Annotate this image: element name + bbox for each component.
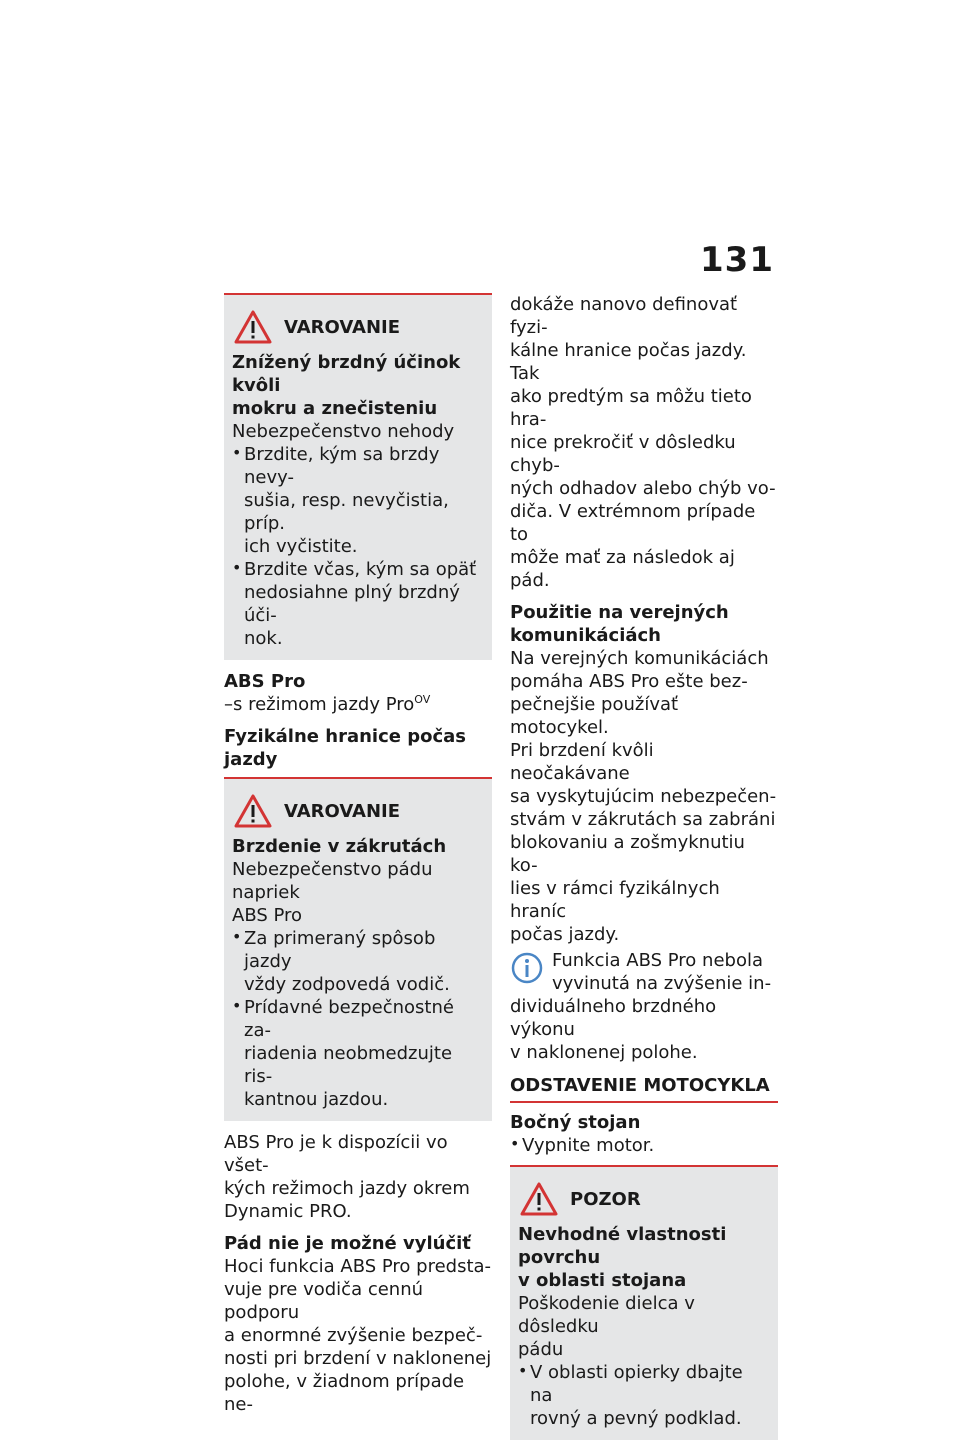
warning-danger: Nebezpečenstvo nehody bbox=[232, 421, 455, 442]
paragraph-line: stvám v zákrutách sa zabráni bbox=[510, 809, 776, 830]
paragraph-line: Na verejných komunikáciách bbox=[510, 648, 769, 669]
info-line: Funkcia ABS Pro nebola bbox=[552, 950, 763, 971]
abs-subtitle: –s režimom jazdy Pro$^{OV}$ bbox=[224, 693, 431, 715]
paragraph-line: polohe, v žiadnom prípade ne- bbox=[224, 1371, 465, 1415]
paragraph-line: ných odhadov alebo chýb vo- bbox=[510, 478, 776, 499]
list-item bbox=[232, 996, 484, 1111]
side-stand-heading: Bočný stojan bbox=[510, 1112, 641, 1133]
paragraph-line: kálne hranice počas jazdy. Tak bbox=[510, 340, 747, 384]
abs-heading: ABS Pro bbox=[224, 671, 306, 692]
step-text: Vypnite motor. bbox=[522, 1135, 655, 1156]
paragraph-line: Dynamic PRO. bbox=[224, 1201, 352, 1222]
abs-superscript: OV bbox=[414, 693, 431, 706]
step-bullet: • bbox=[510, 1134, 520, 1153]
list-item bbox=[232, 927, 484, 996]
fall-heading: Pád nie je možné vylúčiť bbox=[224, 1233, 471, 1254]
warning-box-cornering bbox=[224, 777, 492, 1121]
paragraph-line: Pri brzdení kvôli neočakávane bbox=[510, 740, 654, 784]
list-item bbox=[518, 1361, 770, 1430]
list-item bbox=[232, 558, 484, 650]
bullet-dot: • bbox=[232, 443, 242, 462]
warning-danger-line: Nebezpečenstvo pádu napriek bbox=[232, 859, 433, 903]
warning-triangle-icon bbox=[520, 1182, 558, 1216]
bullet-line: riadenia neobmedzujte ris- bbox=[244, 1043, 453, 1087]
bullet-line: nok. bbox=[244, 628, 283, 649]
bullet-line: vždy zodpovedá vodič. bbox=[244, 974, 450, 995]
info-icon bbox=[510, 951, 544, 985]
warning-label: VAROVANIE bbox=[284, 316, 401, 338]
bullet-line: Prídavné bezpečnostné za- bbox=[244, 997, 454, 1041]
warning-title-line: Znížený brzdný účinok kvôli bbox=[232, 352, 461, 396]
warning-triangle-icon bbox=[234, 310, 272, 344]
section-divider bbox=[510, 1101, 778, 1103]
info-note bbox=[510, 949, 778, 1064]
public-roads-heading: komunikáciách bbox=[510, 625, 661, 646]
paragraph-line: pomáha ABS Pro ešte bez- bbox=[510, 671, 748, 692]
bullet-line: kantnou jazdou. bbox=[244, 1089, 389, 1110]
paragraph-line: blokovaniu a zošmyknutiu ko- bbox=[510, 832, 745, 876]
bullet-line: sušia, resp. nevyčistia, príp. bbox=[244, 490, 449, 534]
bullet-line: Brzdite, kým sa brzdy nevy- bbox=[244, 444, 440, 488]
caution-label: POZOR bbox=[570, 1188, 641, 1210]
bullet-dot: • bbox=[232, 996, 242, 1015]
caution-damage-line: pádu bbox=[518, 1339, 564, 1360]
paragraph-line: sa vyskytujúcim nebezpečen- bbox=[510, 786, 777, 807]
paragraph-line: diča. V extrémnom prípade to bbox=[510, 501, 756, 545]
info-line: v naklonenej polohe. bbox=[510, 1042, 698, 1063]
bullet-line: nedosiahne plný brzdný úči- bbox=[244, 582, 460, 626]
caution-title-line: Nevhodné vlastnosti povrchu bbox=[518, 1224, 727, 1268]
paragraph-line: nice prekročiť v dôsledku chyb- bbox=[510, 432, 736, 476]
right-column bbox=[510, 293, 778, 1450]
warning-header bbox=[232, 791, 484, 831]
page-number: 131 bbox=[700, 240, 774, 280]
paragraph-line: vuje pre vodiča cennú podporu bbox=[224, 1279, 424, 1323]
caution-header bbox=[518, 1179, 770, 1219]
warning-header bbox=[232, 307, 484, 347]
paragraph-line: počas jazdy. bbox=[510, 924, 620, 945]
paragraph-line: dokáže nanovo definovať fyzi- bbox=[510, 294, 738, 338]
caution-title-line: v oblasti stojana bbox=[518, 1270, 687, 1291]
bullet-line: rovný a pevný podklad. bbox=[530, 1408, 742, 1429]
bullet-dot: • bbox=[232, 927, 242, 946]
bullet-line: Brzdite včas, kým sa opäť bbox=[244, 559, 477, 580]
public-roads-heading: Použitie na verejných bbox=[510, 602, 729, 623]
warning-title: Brzdenie v zákrutách bbox=[232, 836, 447, 857]
bullet-line: V oblasti opierky dbajte na bbox=[530, 1362, 743, 1406]
left-column bbox=[224, 293, 492, 1416]
bullet-line: ich vyčistite. bbox=[244, 536, 358, 557]
bullet-line: Za primeraný spôsob jazdy bbox=[244, 928, 436, 972]
paragraph-line: Hoci funkcia ABS Pro predsta- bbox=[224, 1256, 492, 1277]
paragraph-line: pečnejšie používať motocykel. bbox=[510, 694, 679, 738]
paragraph-line: kých režimoch jazdy okrem bbox=[224, 1178, 470, 1199]
paragraph-line: ako predtým sa môžu tieto hra- bbox=[510, 386, 752, 430]
paragraph-line: ABS Pro je k dispozícii vo všet- bbox=[224, 1132, 448, 1176]
info-line: vyvinutá na zvýšenie in- bbox=[552, 973, 772, 994]
info-line: dividuálneho brzdného výkonu bbox=[510, 996, 717, 1040]
list-item bbox=[232, 443, 484, 558]
caution-box bbox=[510, 1165, 778, 1440]
warning-danger-line: ABS Pro bbox=[232, 905, 303, 926]
warning-title-line: mokru a znečisteniu bbox=[232, 398, 438, 419]
warning-label: VAROVANIE bbox=[284, 800, 401, 822]
physics-heading: Fyzikálne hranice počas jazdy bbox=[224, 726, 467, 770]
paragraph-line: nosti pri brzdení v naklonenej bbox=[224, 1348, 492, 1369]
warning-triangle-icon bbox=[234, 794, 272, 828]
warning-box-wet-brakes bbox=[224, 293, 492, 660]
section-title: ODSTAVENIE MOTOCYKLA bbox=[510, 1075, 770, 1096]
paragraph-line: lies v rámci fyzikálnych hraníc bbox=[510, 878, 720, 922]
paragraph-line: môže mať za následok aj pád. bbox=[510, 547, 735, 591]
paragraph-line: a enormné zvýšenie bezpeč- bbox=[224, 1325, 483, 1346]
step-item bbox=[510, 1134, 778, 1157]
caution-damage-line: Poškodenie dielca v dôsledku bbox=[518, 1293, 695, 1337]
bullet-dot: • bbox=[518, 1361, 528, 1380]
bullet-dot: • bbox=[232, 558, 242, 577]
